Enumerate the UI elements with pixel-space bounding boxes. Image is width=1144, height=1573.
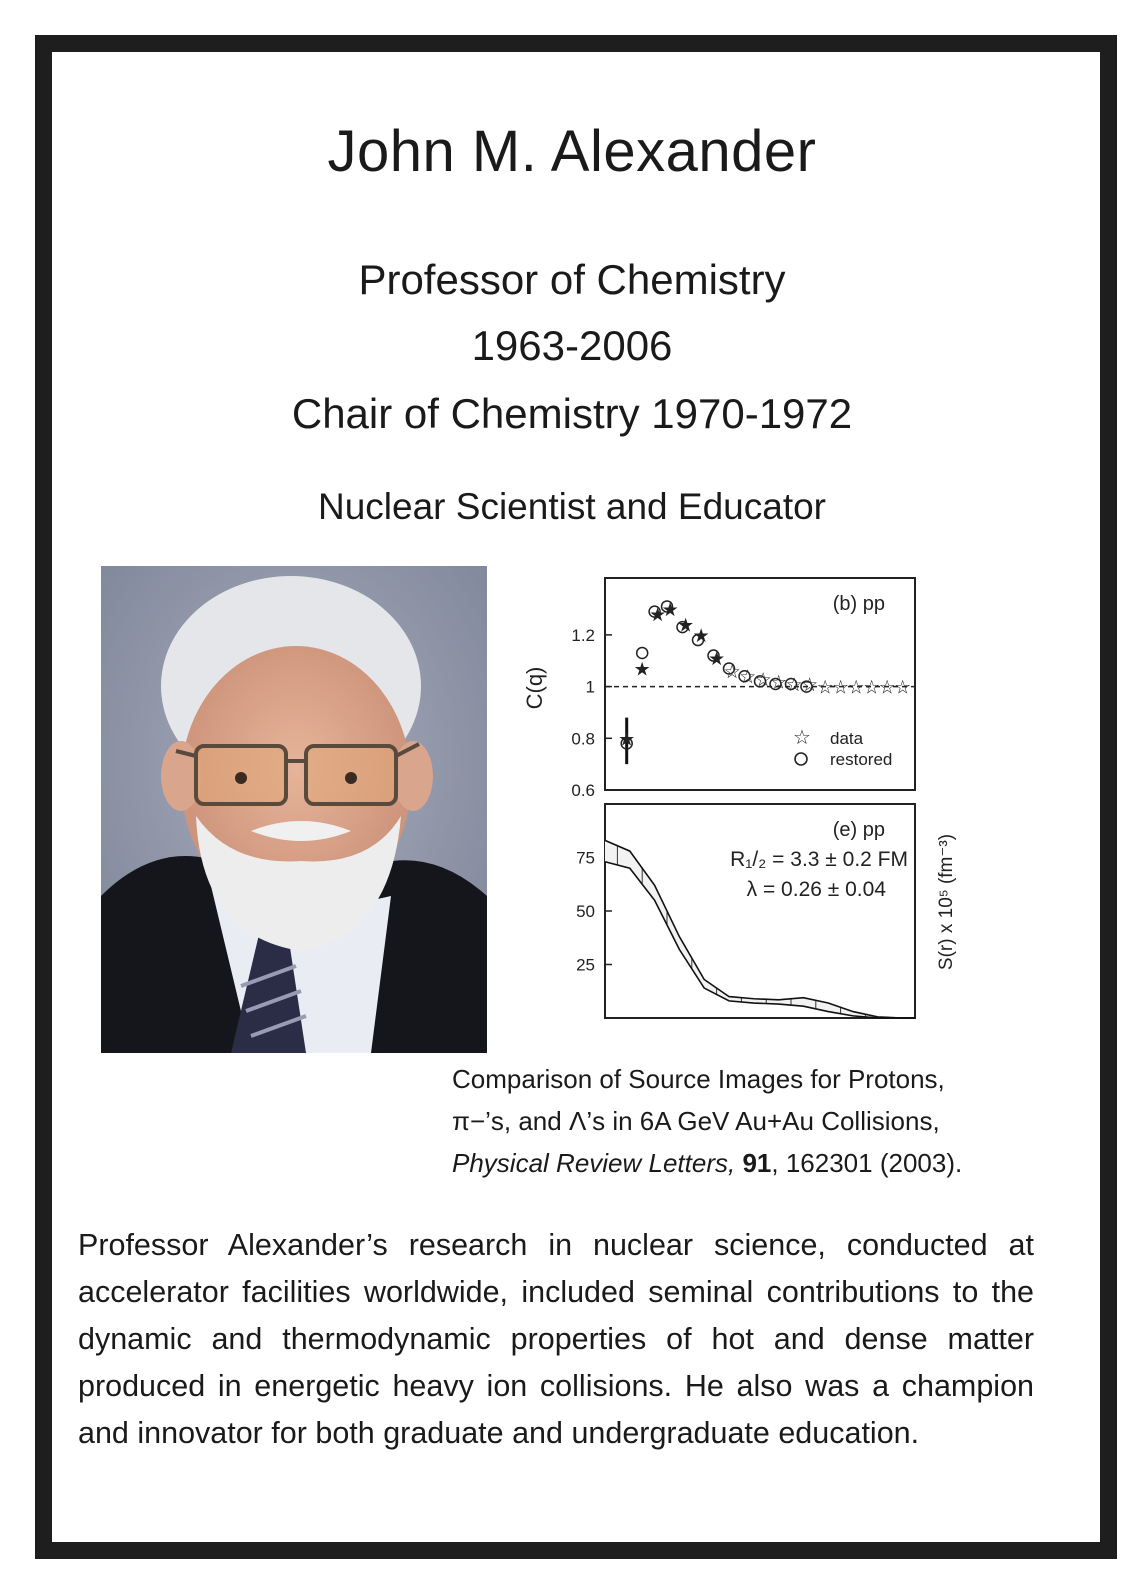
caption-journal: Physical Review Letters, <box>452 1148 736 1178</box>
tagline: Nuclear Scientist and Educator <box>318 486 826 527</box>
top-legend <box>793 727 892 769</box>
data-star-point: ★ <box>649 605 667 627</box>
bottom-ytick-label: 75 <box>576 848 595 868</box>
top-ytick-label: 0.8 <box>571 729 595 749</box>
legend-restored-label: restored <box>830 750 893 769</box>
page-title: John M. Alexander <box>327 119 817 184</box>
legend-data-label: data <box>830 729 864 748</box>
source-image-figure <box>510 568 980 1020</box>
portrait-photo <box>101 566 487 1053</box>
legend-star-icon: ☆ <box>793 727 811 749</box>
caption-citation <box>452 1142 1072 1184</box>
data-star-point: ★ <box>661 600 679 622</box>
data-star-point: ☆ <box>785 675 803 696</box>
top-ytick-label: 1 <box>585 677 595 697</box>
data-star-point: ☆ <box>739 667 757 689</box>
data-star-point: ☆ <box>863 677 881 699</box>
top-panel-label: (b) pp <box>832 593 885 615</box>
caption-line-2: π−’s, and Λ’s in 6A GeV Au+Au Collisions, <box>452 1106 940 1136</box>
caption-pages-year: , 162301 (2003). <box>771 1148 963 1178</box>
data-star-point: ☆ <box>847 677 865 699</box>
years-served: 1963-2006 <box>471 322 673 369</box>
data-star-point: ☆ <box>770 672 788 694</box>
biography-paragraph: Professor Alexander’s research in nuclear science, conducted at accelerator facilities worldwide, included seminal contributions to the dynamic and thermodynamic properties of hot and dense matter produced in energetic heavy ion collisions. He also was a champion and innovator for both graduate and undergraduate education. <box>78 1228 1034 1450</box>
top-ytick-label: 0.6 <box>571 781 595 800</box>
data-star-point: ☆ <box>816 677 834 699</box>
top-ylabel: C(q) <box>522 666 547 710</box>
source-function-panel <box>576 804 957 1018</box>
chair-title: Chair of Chemistry 1970-1972 <box>291 390 853 437</box>
data-star-point: ★ <box>633 659 651 681</box>
role-title: Professor of Chemistry <box>358 256 786 303</box>
data-star-point: ☆ <box>801 675 819 696</box>
correlation-panel <box>522 578 915 800</box>
top-ytick-label: 1.2 <box>571 625 595 645</box>
restored-point <box>637 647 648 658</box>
data-star-point: ☆ <box>723 662 741 684</box>
figure-caption <box>452 1058 1072 1184</box>
data-star-point: ★ <box>692 625 710 647</box>
data-star-point: ☆ <box>878 677 896 699</box>
bottom-ylabel: S(r) x 10⁵ (fm⁻³) <box>936 833 957 971</box>
bottom-ytick-label: 25 <box>576 955 595 975</box>
data-star-point: ★ <box>618 729 636 751</box>
data-star-point: ☆ <box>832 677 850 699</box>
data-star-point: ★ <box>677 615 695 637</box>
caption-volume: 91 <box>742 1148 772 1178</box>
radius-annotation: R₁/₂ = 3.3 ± 0.2 FM <box>730 848 908 871</box>
lambda-annotation: λ = 0.26 ± 0.04 <box>746 878 886 901</box>
legend-circle-icon <box>795 753 807 765</box>
bottom-panel-label: (e) pp <box>832 819 885 841</box>
data-star-point: ★ <box>708 649 726 671</box>
data-star-point: ☆ <box>894 677 912 699</box>
bottom-ytick-label: 50 <box>576 902 595 921</box>
data-star-point: ☆ <box>754 669 772 691</box>
caption-line-1: Comparison of Source Images for Protons, <box>452 1064 945 1094</box>
